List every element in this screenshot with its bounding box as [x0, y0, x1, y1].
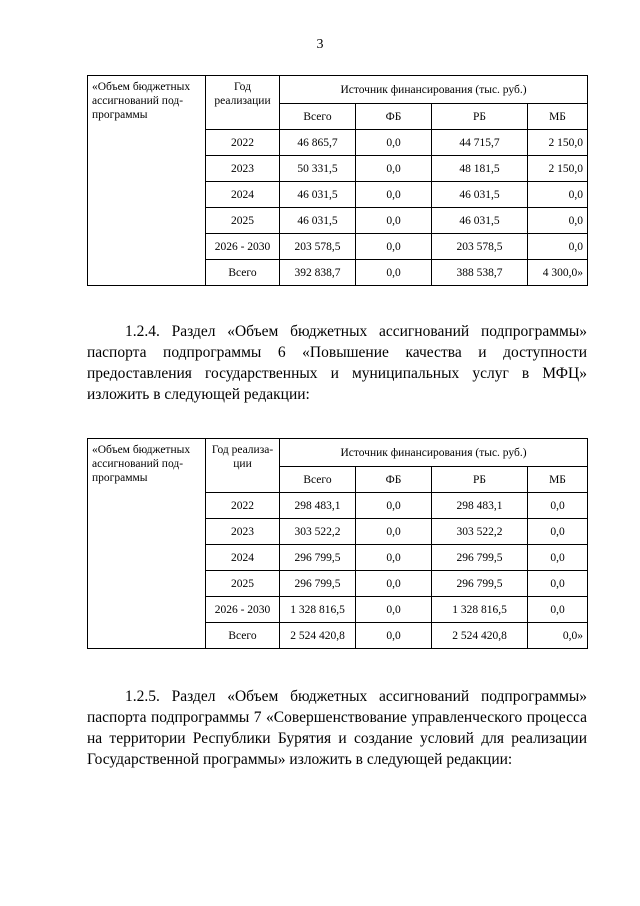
year-cell: 2025 [206, 208, 280, 234]
budget-table-2 [87, 438, 588, 649]
total-cell: 46 031,5 [280, 208, 356, 234]
year-cell: 2026 - 2030 [206, 234, 280, 260]
mb-cell: 2 150,0 [528, 130, 588, 156]
year-cell: Всего [206, 260, 280, 286]
year-column-header: Год реализа-ции [206, 439, 280, 493]
fb-cell: 0,0 [356, 156, 432, 182]
rb-cell: 296 799,5 [432, 571, 528, 597]
col-header-rb: РБ [432, 104, 528, 130]
rb-cell: 298 483,1 [432, 493, 528, 519]
year-cell: 2025 [206, 571, 280, 597]
total-cell: 296 799,5 [280, 571, 356, 597]
total-cell: 203 578,5 [280, 234, 356, 260]
fb-cell: 0,0 [356, 519, 432, 545]
mb-cell: 0,0 [528, 493, 588, 519]
total-cell: 50 331,5 [280, 156, 356, 182]
rb-cell: 44 715,7 [432, 130, 528, 156]
col-header-mb: МБ [528, 467, 588, 493]
fb-cell: 0,0 [356, 623, 432, 649]
mb-cell: 0,0 [528, 545, 588, 571]
rb-cell: 388 538,7 [432, 260, 528, 286]
col-header-fb: ФБ [356, 104, 432, 130]
year-cell: 2024 [206, 545, 280, 571]
mb-cell: 0,0 [528, 597, 588, 623]
table-label-cell: «Объем бюджетных ассигнований под-программы [88, 439, 206, 649]
year-cell: 2022 [206, 493, 280, 519]
rb-cell: 203 578,5 [432, 234, 528, 260]
mb-cell: 0,0 [528, 519, 588, 545]
col-header-rb: РБ [432, 467, 528, 493]
source-header: Источник финансирования (тыс. руб.) [280, 439, 588, 467]
fb-cell: 0,0 [356, 493, 432, 519]
total-cell: 392 838,7 [280, 260, 356, 286]
col-header-mb: МБ [528, 104, 588, 130]
mb-cell: 0,0 [528, 234, 588, 260]
mb-cell: 0,0 [528, 182, 588, 208]
source-header: Источник финансирования (тыс. руб.) [280, 76, 588, 104]
total-cell: 296 799,5 [280, 545, 356, 571]
fb-cell: 0,0 [356, 234, 432, 260]
mb-cell: 0,0 [528, 571, 588, 597]
rb-cell: 303 522,2 [432, 519, 528, 545]
year-cell: 2023 [206, 156, 280, 182]
col-header-total: Всего [280, 467, 356, 493]
rb-cell: 296 799,5 [432, 545, 528, 571]
fb-cell: 0,0 [356, 130, 432, 156]
year-cell: 2024 [206, 182, 280, 208]
total-cell: 1 328 816,5 [280, 597, 356, 623]
total-cell: 2 524 420,8 [280, 623, 356, 649]
total-cell: 298 483,1 [280, 493, 356, 519]
rb-cell: 48 181,5 [432, 156, 528, 182]
col-header-fb: ФБ [356, 467, 432, 493]
year-cell: 2023 [206, 519, 280, 545]
fb-cell: 0,0 [356, 260, 432, 286]
page-number: 3 [316, 37, 324, 52]
mb-cell: 2 150,0 [528, 156, 588, 182]
fb-cell: 0,0 [356, 545, 432, 571]
total-cell: 46 865,7 [280, 130, 356, 156]
fb-cell: 0,0 [356, 182, 432, 208]
total-cell: 46 031,5 [280, 182, 356, 208]
mb-cell: 0,0 [528, 208, 588, 234]
rb-cell: 1 328 816,5 [432, 597, 528, 623]
year-cell: 2026 - 2030 [206, 597, 280, 623]
rb-cell: 46 031,5 [432, 182, 528, 208]
year-cell: 2022 [206, 130, 280, 156]
total-cell: 303 522,2 [280, 519, 356, 545]
mb-cell: 4 300,0» [528, 260, 588, 286]
fb-cell: 0,0 [356, 208, 432, 234]
paragraph-1-2-5: 1.2.5. Раздел «Объем бюджетных ассигнований подпрограммы» паспорта подпрограммы 7 «Совершенствование управленческого процесса на территории Республики Бурятия и создание условий для реализации Государственной программы» изложить в следующей редакции: [87, 688, 587, 768]
year-cell: Всего [206, 623, 280, 649]
mb-cell: 0,0» [528, 623, 588, 649]
paragraph-1-2-4: 1.2.4. Раздел «Объем бюджетных ассигнований подпрограммы» паспорта подпрограммы 6 «Повышение качества и доступности предоставления государственных и муниципальных услуг в МФЦ» изложить в следующей редакции: [87, 323, 587, 403]
rb-cell: 2 524 420,8 [432, 623, 528, 649]
fb-cell: 0,0 [356, 597, 432, 623]
budget-table-1 [87, 75, 588, 286]
col-header-total: Всего [280, 104, 356, 130]
rb-cell: 46 031,5 [432, 208, 528, 234]
table-label-cell: «Объем бюджетных ассигнований под-программы [88, 76, 206, 286]
year-column-header: Год реализации [206, 76, 280, 130]
fb-cell: 0,0 [356, 571, 432, 597]
